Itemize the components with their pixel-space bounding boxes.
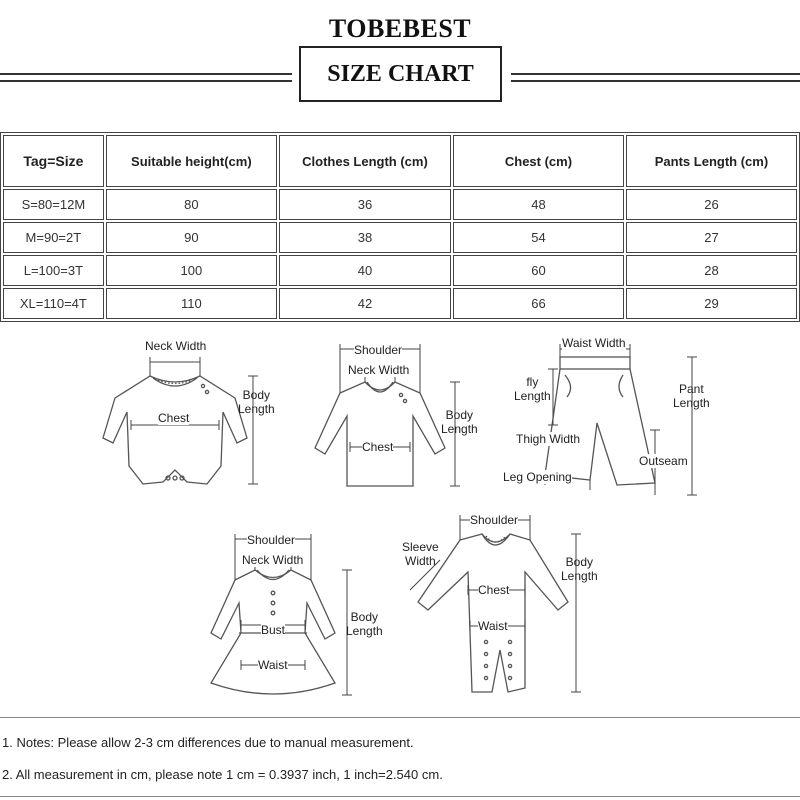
cell-height: 80 [106, 189, 277, 220]
label-waist-width: Waist Width [562, 336, 626, 350]
measurement-diagrams [0, 330, 800, 718]
cell-pants-length: 27 [626, 222, 797, 253]
label-shoulder: Shoulder [470, 513, 519, 527]
cell-height: 100 [106, 255, 277, 286]
cell-chest: 66 [453, 288, 624, 319]
bottom-rule [0, 796, 800, 797]
cell-size: L=100=3T [3, 255, 104, 286]
label-bust: Bust [261, 623, 286, 637]
label-shoulder: Shoulder [354, 343, 403, 357]
label-waist: Waist [258, 658, 288, 672]
cell-size: S=80=12M [3, 189, 104, 220]
label-outseam: Outseam [639, 454, 688, 468]
cell-size: XL=110=4T [3, 288, 104, 319]
header-tag-size: Tag=Size [3, 135, 104, 187]
label-body-length: Body Length [561, 555, 598, 583]
label-body-length: Body Length [238, 388, 275, 416]
label-chest: Chest [478, 583, 510, 597]
title-rule-right [511, 73, 800, 82]
bodysuit-illustration [95, 340, 285, 500]
label-chest: Chest [362, 440, 394, 454]
label-thigh-width: Thigh Width [516, 432, 581, 446]
label-neck-width: Neck Width [145, 339, 207, 353]
cell-chest: 48 [453, 189, 624, 220]
cell-size: M=90=2T [3, 222, 104, 253]
cell-pants-length: 26 [626, 189, 797, 220]
label-neck-width: Neck Width [242, 553, 304, 567]
label-body-length: Body Length [441, 408, 478, 436]
header-pants-length: Pants Length (cm) [626, 135, 797, 187]
label-pant-length: Pant Length [673, 382, 710, 410]
label-chest: Chest [158, 411, 190, 425]
size-table [0, 132, 800, 322]
label-shoulder: Shoulder [247, 533, 296, 547]
table-header-row [3, 135, 797, 187]
cell-clothes-length: 42 [279, 288, 451, 319]
table-row [3, 255, 797, 286]
header-suitable-height: Suitable height(cm) [106, 135, 277, 187]
cell-height: 110 [106, 288, 277, 319]
cell-clothes-length: 40 [279, 255, 451, 286]
label-neck-width: Neck Width [348, 363, 410, 377]
cell-pants-length: 28 [626, 255, 797, 286]
header-clothes-length: Clothes Length (cm) [279, 135, 451, 187]
label-leg-opening: Leg Opening [503, 470, 572, 484]
title-rule-left [0, 73, 292, 82]
title-box [299, 46, 502, 102]
label-body-length: Body Length [346, 610, 383, 638]
table-row [3, 222, 797, 253]
cell-clothes-length: 38 [279, 222, 451, 253]
brand-name: TOBEBEST [328, 14, 472, 43]
cell-chest: 60 [453, 255, 624, 286]
cell-height: 90 [106, 222, 277, 253]
table-row [3, 288, 797, 319]
label-sleeve-width: Sleeve Width [402, 540, 439, 568]
cell-pants-length: 29 [626, 288, 797, 319]
table-row [3, 189, 797, 220]
label-waist: Waist [478, 619, 508, 633]
note-2: 2. All measurement in cm, please note 1 cm = 0.3937 inch, 1 inch=2.540 cm. [2, 767, 443, 782]
header-chest: Chest (cm) [453, 135, 624, 187]
cell-chest: 54 [453, 222, 624, 253]
page-title: SIZE CHART [327, 60, 474, 87]
note-1: 1. Notes: Please allow 2-3 cm differences due to manual measurement. [2, 735, 414, 750]
cell-clothes-length: 36 [279, 189, 451, 220]
label-fly-length: fly Length [514, 375, 551, 403]
